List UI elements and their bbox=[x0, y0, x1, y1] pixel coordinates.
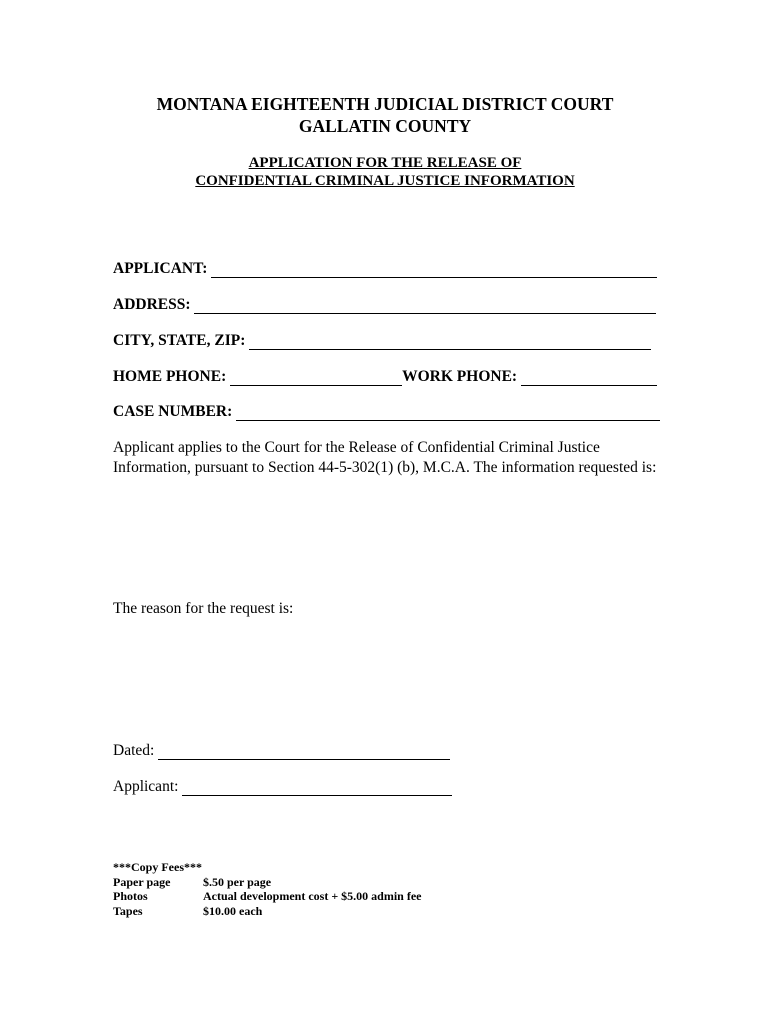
fee-row bbox=[113, 904, 421, 919]
form-title-line2: CONFIDENTIAL CRIMINAL JUSTICE INFORMATION bbox=[195, 173, 575, 189]
address-label: ADDRESS: bbox=[113, 296, 191, 313]
fee-row bbox=[113, 889, 421, 904]
reason-label: The reason for the request is: bbox=[113, 600, 294, 617]
address-input-line[interactable] bbox=[194, 298, 656, 314]
case-number-field bbox=[113, 403, 660, 421]
court-title-line2: GALLATIN COUNTY bbox=[298, 116, 472, 136]
form-title-line1: APPLICATION FOR THE RELEASE OF bbox=[248, 155, 522, 171]
application-statement: Applicant applies to the Court for the Release of Confidential Criminal Justice Information, pursuant to Section 44-5-302(1) (b), M.C.A. The information requested is: bbox=[113, 439, 657, 476]
fee-row bbox=[113, 875, 421, 890]
copy-fees bbox=[113, 860, 421, 918]
work-phone-input-line[interactable] bbox=[521, 370, 657, 386]
dated-label: Dated: bbox=[113, 742, 155, 759]
fee-item: Paper page bbox=[113, 874, 171, 889]
work-phone-label: WORK PHONE: bbox=[402, 368, 518, 385]
home-phone-input-line[interactable] bbox=[230, 370, 402, 386]
applicant-field bbox=[113, 260, 657, 278]
applicant-label: APPLICANT: bbox=[113, 260, 208, 277]
applicant-signature-input-line[interactable] bbox=[182, 780, 452, 796]
city-state-zip-label: CITY, STATE, ZIP: bbox=[113, 332, 246, 349]
applicant-signature-field bbox=[113, 778, 452, 796]
applicant-signature-label: Applicant: bbox=[113, 778, 179, 795]
court-title-line1: MONTANA EIGHTEENTH JUDICIAL DISTRICT COURT bbox=[156, 94, 614, 114]
dated-field bbox=[113, 742, 450, 760]
fee-cost: Actual development cost + $5.00 admin fee bbox=[203, 889, 422, 903]
applicant-input-line[interactable] bbox=[211, 262, 657, 278]
copy-fees-heading: ***Copy Fees*** bbox=[113, 860, 202, 874]
case-number-label: CASE NUMBER: bbox=[113, 403, 233, 420]
dated-input-line[interactable] bbox=[158, 744, 450, 760]
fee-cost: $.50 per page bbox=[203, 874, 272, 889]
city-state-zip-field bbox=[113, 332, 651, 350]
city-state-zip-input-line[interactable] bbox=[249, 334, 651, 350]
home-phone-label: HOME PHONE: bbox=[113, 368, 227, 385]
case-number-input-line[interactable] bbox=[236, 405, 660, 421]
fee-item: Photos bbox=[113, 889, 148, 903]
fee-item: Tapes bbox=[113, 903, 143, 918]
address-field bbox=[113, 296, 656, 314]
fee-cost: $10.00 each bbox=[203, 903, 263, 918]
phone-fields bbox=[113, 368, 657, 386]
